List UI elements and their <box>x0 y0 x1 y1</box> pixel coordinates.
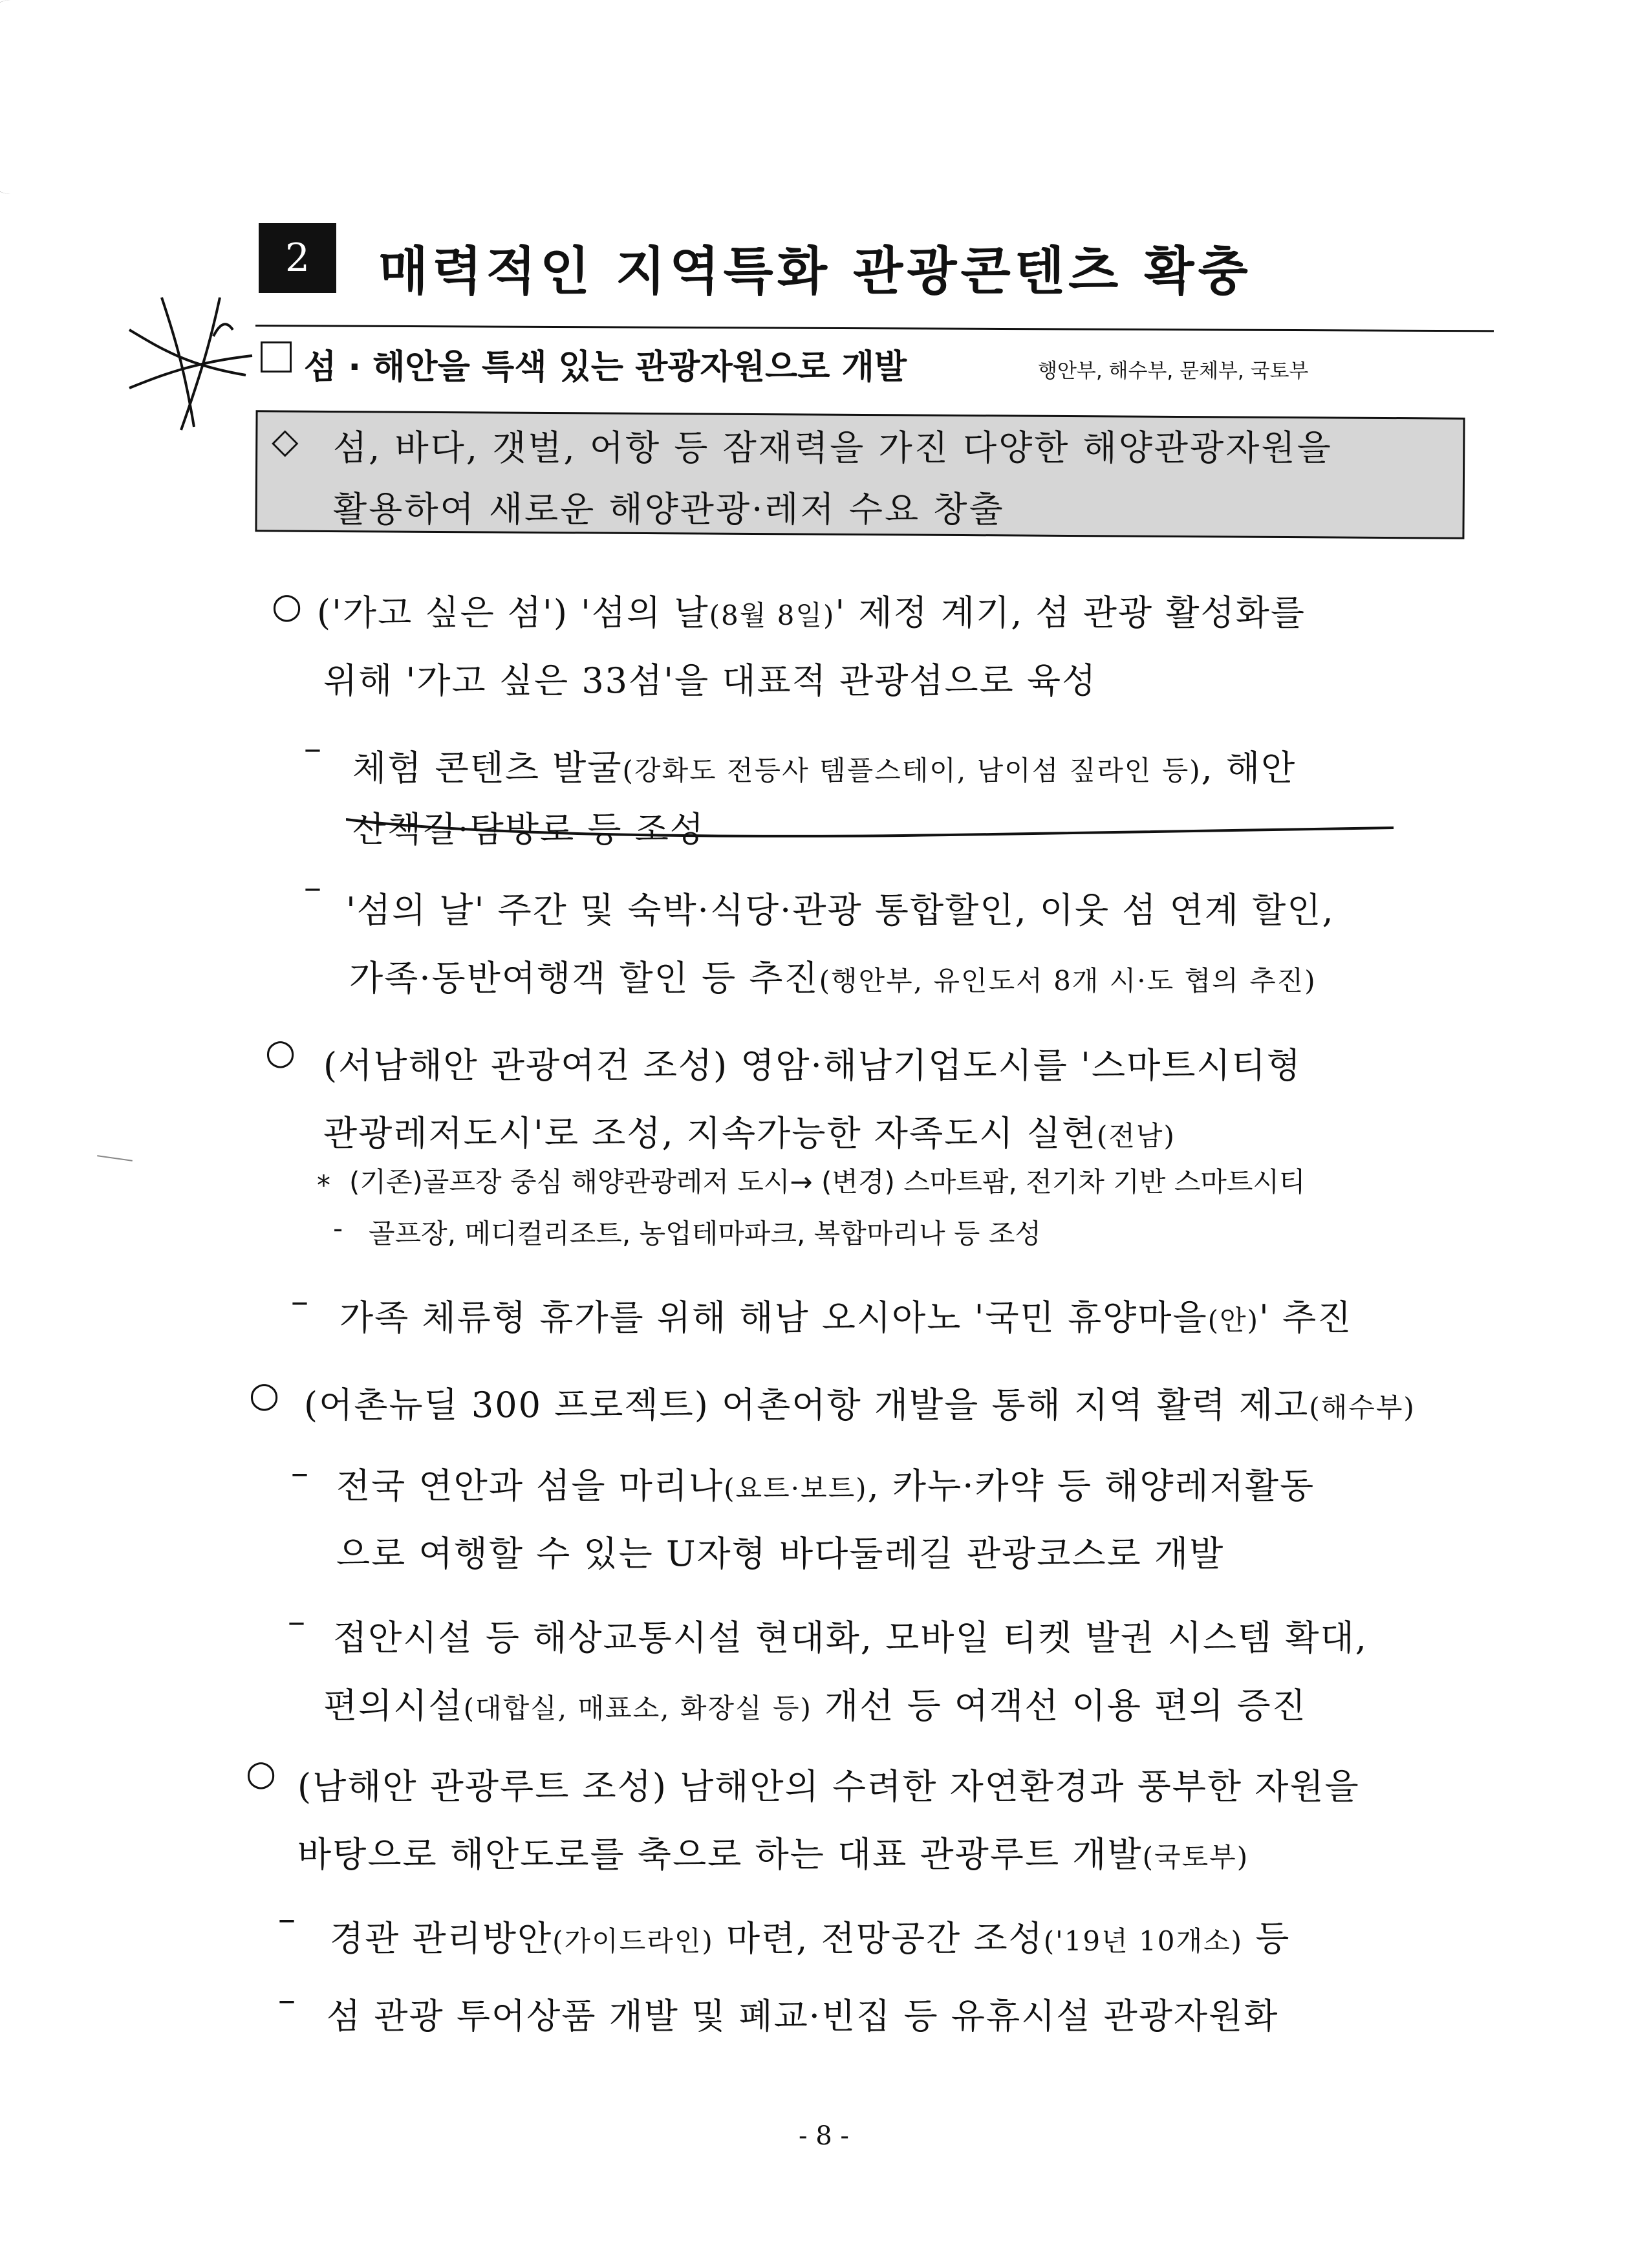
item4-line1: (남해안 관광루트 조성) 남해안의 수려한 자연환경과 풍부한 자원을 <box>297 1766 1360 1807</box>
item1-sub2-note: (행안부, 유인도서 8개 시·도 협의 추진) <box>819 965 1317 997</box>
item2-note1: (기존)골프장 중심 해양관광레저 도시→ (변경) 스마트팜, 전기차 기반 스마트시티 <box>349 1166 1306 1198</box>
section-number: 2 <box>259 223 336 293</box>
subsection-title: 섬 · 해안을 특색 있는 관광자원으로 개발 <box>304 348 907 387</box>
item2-sub1-text: 가족 체류형 휴가를 위해 해남 오시아노 '국민 휴양마을 <box>339 1297 1208 1338</box>
dash-bullet-icon: – <box>278 1979 296 2020</box>
item3-sub1-text: 전국 연안과 섬을 마리나 <box>336 1465 724 1506</box>
asterisk-icon: * <box>317 1169 330 1201</box>
circle-bullet-icon: ○ <box>246 1753 277 1793</box>
item4-sub1-end: 등 <box>1243 1918 1291 1959</box>
item1-sub2-line1: '섬의 날' 주간 및 숙박·식당·관광 통합할인, 이웃 섬 연계 할인, <box>346 890 1335 931</box>
item2-line2-text: 관광레저도시'로 조성, 지속가능한 자족도시 실현 <box>323 1113 1097 1154</box>
scan-edge-arc <box>0 0 60 194</box>
item4-sub1-mid: 마련, 전망공간 조성 <box>713 1918 1044 1959</box>
item1-sub2-text: 가족·동반여행객 할인 등 추진 <box>349 958 819 999</box>
item2-sub1-tentative: (안) <box>1207 1304 1259 1336</box>
dash-bullet-icon: – <box>304 728 321 768</box>
item4-sub1-count: ('19년 10개소) <box>1043 1925 1244 1957</box>
item3-line1-text: (어촌뉴딜 300 프로젝트) 어촌어항 개발을 통해 지역 활력 제고 <box>304 1385 1310 1425</box>
item2-line2 <box>323 1106 1176 1156</box>
item3-sub2-text: 편의시설 <box>323 1685 464 1726</box>
handwritten-star-mark <box>123 285 265 440</box>
dash-bullet-icon: – <box>304 867 321 907</box>
item4-line2-text: 바탕으로 해안도로를 축으로 하는 대표 관광루트 개발 <box>297 1834 1143 1875</box>
item4-sub2: 섬 관광 투어상품 개발 및 폐교·빈집 등 유휴시설 관광자원화 <box>327 1996 1279 2036</box>
summary-line-2: 활용하여 새로운 해양관광·레저 수요 창출 <box>333 489 1005 530</box>
item2-note2: 골프장, 메디컬리조트, 농업테마파크, 복합마리나 등 조성 <box>369 1218 1041 1249</box>
circle-bullet-icon: ○ <box>249 1374 280 1415</box>
item4-sub1 <box>330 1911 1290 1961</box>
sub-dash-icon: - <box>333 1213 343 1244</box>
item1-date: (8월 8일) <box>709 599 835 631</box>
item4-sub1-text: 경관 관리방안 <box>330 1918 553 1959</box>
item1-sub1-text: 체험 콘텐츠 발굴 <box>352 748 623 788</box>
item1-line1-text: ('가고 싶은 섬') '섬의 날 <box>317 592 709 633</box>
item4-sub1-guideline: (가이드라인) <box>552 1925 714 1957</box>
responsible-ministries: 행안부, 해수부, 문체부, 국토부 <box>1038 360 1309 383</box>
item3-line1 <box>304 1377 1416 1427</box>
item1-line1-rest: ' 제정 계기, 섬 관광 활성화를 <box>835 592 1306 633</box>
circle-bullet-icon: ○ <box>272 585 303 626</box>
item2-region: (전남) <box>1096 1120 1176 1152</box>
dash-bullet-icon: – <box>291 1452 308 1493</box>
item3-sub1-line1 <box>336 1458 1315 1508</box>
page-number: - 8 - <box>799 2121 849 2151</box>
item1-line2: 위해 '가고 싶은 33섬'을 대표적 관광섬으로 육성 <box>323 660 1097 701</box>
item3-sub1-rest: , 카누·카약 등 해양레저활동 <box>867 1465 1315 1506</box>
item4-line2 <box>297 1827 1249 1877</box>
dash-bullet-icon: – <box>288 1601 305 1641</box>
circle-bullet-icon: ○ <box>265 1031 296 1072</box>
item3-sub1-line2: 으로 여행할 수 있는 U자형 바다둘레길 관광코스로 개발 <box>336 1533 1225 1574</box>
item1-sub1-line2: 산책길·탐방로 등 조성 <box>352 809 705 850</box>
checkbox-square-icon <box>261 341 292 373</box>
dash-bullet-icon: – <box>278 1898 296 1939</box>
summary-line-1: 섬, 바다, 갯벌, 어항 등 잠재력을 가진 다양한 해양관광자원을 <box>333 427 1333 468</box>
diamond-bullet-icon: ◇ <box>272 420 299 461</box>
dash-bullet-icon: – <box>291 1280 308 1321</box>
scan-mark <box>97 1155 133 1161</box>
item3-ministry: (해수부) <box>1309 1392 1416 1423</box>
item3-sub2-line2 <box>323 1678 1307 1728</box>
item3-sub2-rest: 개선 등 여객선 이용 편의 증진 <box>812 1685 1307 1726</box>
item3-sub2-facilities: (대합실, 매표소, 화장실 등) <box>463 1692 812 1724</box>
item3-sub2-line1: 접안시설 등 해상교통시설 현대화, 모바일 티켓 발권 시스템 확대, <box>333 1617 1368 1658</box>
item1-sub1-line1 <box>352 740 1296 790</box>
item3-sub1-boats: (요트·보트) <box>724 1473 868 1504</box>
item4-ministry: (국토부) <box>1142 1841 1249 1873</box>
section-rule <box>255 325 1494 332</box>
section-title: 매력적인 지역특화 관광콘텐츠 확충 <box>378 241 1252 301</box>
item1-sub2-line2 <box>349 951 1317 1000</box>
item2-sub1 <box>339 1290 1352 1340</box>
item2-sub1-rest: ' 추진 <box>1258 1297 1353 1338</box>
item1-sub1-rest: , 해안 <box>1201 748 1297 788</box>
item1-line1 <box>317 585 1306 635</box>
item1-sub1-examples: (강화도 전등사 템플스테이, 남이섬 짚라인 등) <box>622 755 1202 786</box>
item2-line1: (서남해안 관광여건 조성) 영암·해남기업도시를 '스마트시티형 <box>323 1045 1302 1086</box>
